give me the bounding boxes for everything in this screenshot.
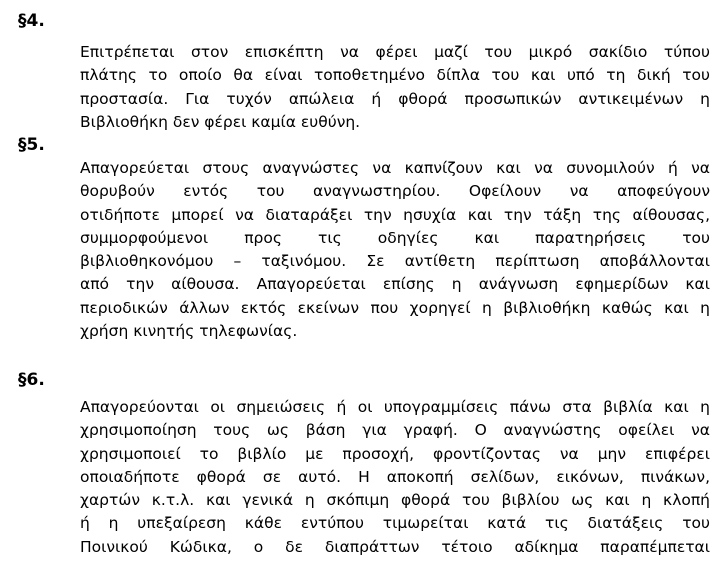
paragraph-line: Βιβλιοθήκη δεν φέρει καμία ευθύνη.	[80, 112, 361, 131]
paragraph-line: χρησιμοποίηση τους ως βάση για γραφή. Ο αναγνώστης οφείλει να	[80, 421, 710, 440]
paragraph-line: Απαγορεύεται στους αναγνώστες να καπνίζουν και να συνομιλούν ή να	[80, 159, 710, 177]
paragraph-line: συμμορφούμενοι προς τις οδηγίες και παρατηρήσεις του	[80, 228, 710, 247]
paragraph-line: οτιδήποτε μπορεί να διαταράξει την ησυχία και την τάξη της αίθουσας,	[80, 205, 710, 224]
paragraph-line: χαρτών κ.τ.λ. και γενικά η σκόπιμη φθορά του βιβλίου ως και η κλοπή	[80, 491, 710, 510]
paragraph-line: από την αίθουσα. Απαγορεύεται επίσης η ανάγνωση εφημερίδων και	[80, 275, 710, 294]
paragraph-line: Επιτρέπεται στον επισκέπτη να φέρει μαζί του μικρό σακίδιο τύπου	[80, 43, 710, 61]
section-paragraph-5	[80, 157, 710, 343]
section-heading-4: §4.	[18, 11, 45, 31]
section-paragraph-6	[80, 396, 710, 559]
section-heading-5: §5.	[18, 135, 45, 155]
section-paragraph-4	[80, 41, 710, 134]
paragraph-line: περιοδικών άλλων εκτός εκείνων που χορηγεί η βιβλιοθήκη καθώς και η	[80, 298, 710, 317]
section-heading-6: §6.	[18, 370, 45, 390]
paragraph-line: οποιαδήποτε φθορά σε αυτό. Η αποκοπή σελίδων, εικόνων, πινάκων,	[80, 467, 710, 486]
paragraph-line: προστασία. Για τυχόν απώλεια ή φθορά προσωπικών αντικειμένων η	[80, 89, 710, 108]
paragraph-line: χρησιμοποιεί το βιβλίο με προσοχή, φροντίζοντας να μην επιφέρει	[80, 444, 710, 463]
paragraph-line: Απαγορεύονται οι σημειώσεις ή οι υπογραμμίσεις πάνω στα βιβλία και η	[80, 398, 710, 416]
paragraph-line: πλάτης το οποίο θα είναι τοποθετημένο δίπλα του και υπό τη δική του	[80, 66, 710, 85]
paragraph-line: χρήση κινητής τηλεφωνίας.	[80, 322, 298, 341]
paragraph-line: ή η υπεξαίρεση κάθε εντύπου τιμωρείται κατά τις διατάξεις του	[80, 514, 710, 533]
paragraph-line: βιβλιοθηκονόμου – ταξινόμου. Σε αντίθετη περίπτωση αποβάλλονται	[80, 252, 710, 271]
paragraph-line: θορυβούν εντός του αναγνωστηρίου. Οφείλουν να αποφεύγουν	[80, 182, 710, 201]
paragraph-line: Ποινικού Κώδικα, ο δε διαπράττων τέτοιο αδίκημα παραπέμπεται	[80, 537, 710, 556]
